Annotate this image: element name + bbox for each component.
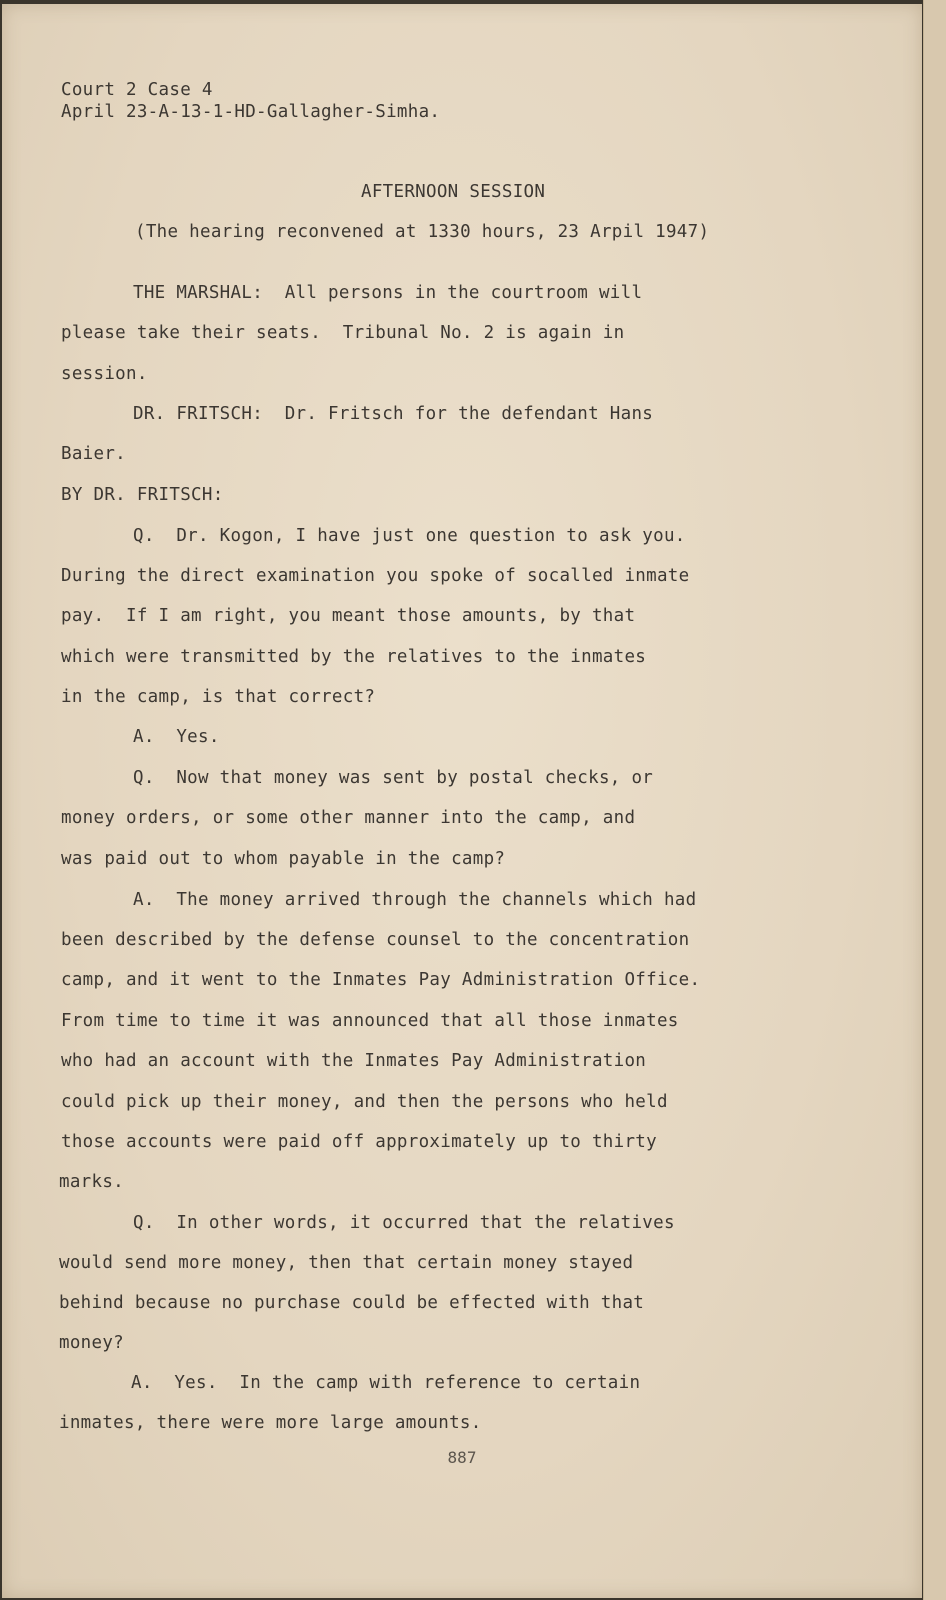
body-line: behind because no purchase could be effected with that bbox=[59, 1293, 645, 1313]
header-reference: April 23-A-13-1-HD-Gallagher-Simha. bbox=[61, 102, 441, 122]
body-line: From time to time it was announced that all those inmates bbox=[61, 1011, 679, 1031]
body-line: please take their seats. Tribunal No. 2 is again in bbox=[61, 323, 625, 343]
body-line: A. The money arrived through the channels which had bbox=[133, 890, 697, 910]
body-line: During the direct examination you spoke of socalled inmate bbox=[61, 566, 690, 586]
page-number: 887 bbox=[447, 1448, 477, 1467]
body-line: pay. If I am right, you meant those amounts, by that bbox=[61, 606, 636, 626]
session-title: AFTERNOON SESSION bbox=[361, 182, 546, 202]
body-line: BY DR. FRITSCH: bbox=[61, 485, 224, 505]
body-line: Baier. bbox=[61, 444, 127, 464]
body-line: would send more money, then that certain money stayed bbox=[59, 1253, 634, 1273]
body-line: was paid out to whom payable in the camp? bbox=[61, 849, 506, 869]
body-line: money? bbox=[59, 1333, 125, 1353]
body-line: in the camp, is that correct? bbox=[61, 687, 376, 707]
body-line: THE MARSHAL: All persons in the courtroom will bbox=[133, 283, 643, 303]
page-edge bbox=[923, 0, 946, 1600]
transcript-page bbox=[2, 4, 922, 1598]
body-line: Q. In other words, it occurred that the relatives bbox=[133, 1213, 675, 1233]
body-line: A. Yes. In the camp with reference to certain bbox=[131, 1373, 641, 1393]
body-line: money orders, or some other manner into the camp, and bbox=[61, 808, 636, 828]
body-line: A. Yes. bbox=[133, 727, 220, 747]
body-line: Q. Dr. Kogon, I have just one question to ask you. bbox=[133, 526, 686, 546]
reconvened-note: (The hearing reconvened at 1330 hours, 23 Arpil 1947) bbox=[135, 222, 710, 242]
body-line: who had an account with the Inmates Pay Administration bbox=[61, 1051, 647, 1071]
body-line: marks. bbox=[59, 1172, 125, 1192]
header-court-case: Court 2 Case 4 bbox=[61, 80, 213, 100]
body-line: been described by the defense counsel to the concentration bbox=[61, 930, 690, 950]
body-line: session. bbox=[61, 364, 148, 384]
body-line: DR. FRITSCH: Dr. Fritsch for the defendant Hans bbox=[133, 404, 654, 424]
body-line: those accounts were paid off approximately up to thirty bbox=[61, 1132, 657, 1152]
body-line: could pick up their money, and then the persons who held bbox=[61, 1092, 668, 1112]
body-line: Q. Now that money was sent by postal checks, or bbox=[133, 768, 654, 788]
body-line: inmates, there were more large amounts. bbox=[59, 1413, 482, 1433]
body-line: camp, and it went to the Inmates Pay Administration Office. bbox=[61, 970, 701, 990]
body-line: which were transmitted by the relatives to the inmates bbox=[61, 647, 647, 667]
